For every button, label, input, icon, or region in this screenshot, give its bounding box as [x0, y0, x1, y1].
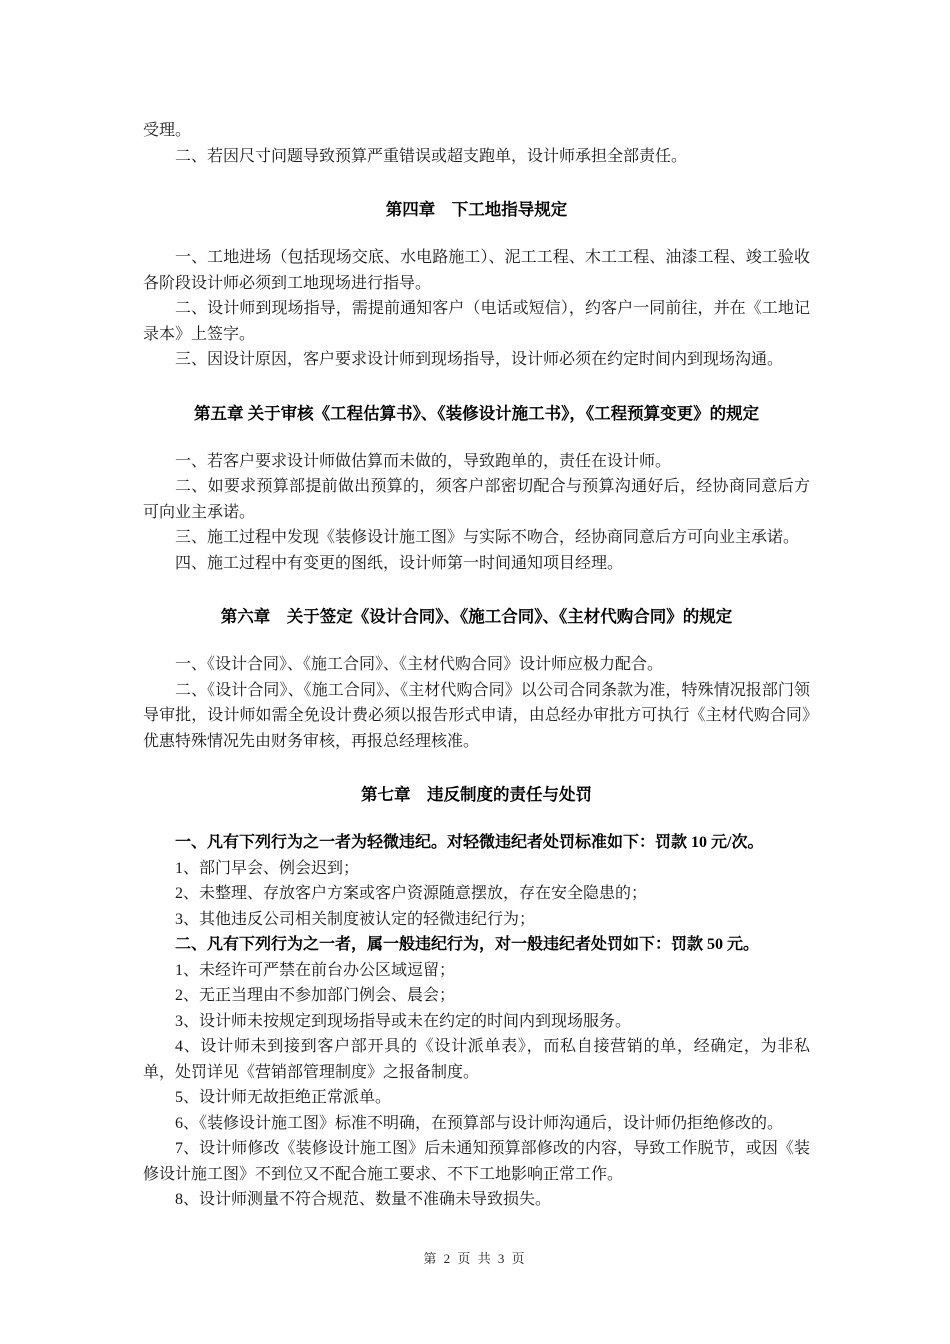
paragraph-continuation: 受理。	[143, 122, 192, 139]
rule-item: 3、其他违反公司相关制度被认定的轻微违纪行为；	[175, 910, 536, 928]
rule-item: 7、设计师修改《装修设计施工图》后未通知预算部修改的内容，导致工作脱节，或因《装修设计施工图》不到位又不配合施工要求、不下工地影响正常工作。	[143, 1140, 810, 1183]
rule-item: 1、部门早会、例会迟到；	[175, 859, 360, 877]
paragraph: 一、《设计合同》、《施工合同》、《主材代购合同》设计师应极力配合。	[175, 656, 664, 673]
rule-item: 6、《装修设计施工图》标准不明确，在预算部与设计师沟通后，设计师仍拒绝修改的。	[175, 1114, 784, 1132]
paragraph: 二、如要求预算部提前做出预算的，须客户部密切配合与预算沟通好后，经协商同意后方可向业主承诺。	[143, 478, 810, 521]
paragraph: 二、《设计合同》、《施工合同》、《主材代购合同》以公司合同条款为准，特殊情况报部门领导审批，设计师如需全免设计费必须以报告形式申请，由总经办审批方可执行《主材代购合同》优惠特殊情况先由财务审核，再报总经理核准。	[143, 681, 810, 750]
rule-level-2-header: 二、凡有下列行为之一者，属一般违纪行为，对一般违纪者处罚如下：罚款 50 元。	[175, 936, 760, 953]
rule-item: 1、未经许可严禁在前台办公区域逗留；	[175, 961, 456, 979]
paragraph: 一、工地进场（包括现场交底、水电路施工）、泥工工程、木工工程、油漆工程、竣工验收各阶段设计师必须到工地现场进行指导。	[143, 249, 810, 292]
paragraph: 二、若因尺寸问题导致预算严重错误或超支跑单，设计师承担全部责任。	[175, 147, 688, 165]
rule-item: 5、设计师无故拒绝正常派单。	[175, 1089, 392, 1106]
paragraph: 二、设计师到现场指导，需提前通知客户（电话或短信），约客户一同前往，并在《工地记录本》上签字。	[143, 300, 810, 343]
paragraph: 四、施工过程中有变更的图纸，设计师第一时间通知项目经理。	[175, 554, 624, 572]
paragraph: 三、施工过程中发现《装修设计施工图》与实际不吻合，经协商同意后方可向业主承诺。	[175, 529, 800, 546]
page-number-footer: 第 2 页 共 3 页	[423, 1251, 527, 1266]
chapter-7-title: 第七章 违反制度的责任与处罚	[361, 785, 592, 804]
rule-level-1-header: 一、凡有下列行为之一者为轻微违纪。对轻微违纪者处罚标准如下：罚款 10 元/次。	[175, 834, 764, 851]
chapter-4-title: 第四章 下工地指导规定	[385, 200, 568, 219]
chapter-6-title: 第六章 关于签定《设计合同》、《施工合同》、《主材代购合同》的规定	[220, 607, 733, 626]
paragraph: 一、若客户要求设计师做估算而未做的，导致跑单的，责任在设计师。	[175, 452, 672, 470]
rule-item: 3、设计师未按规定到现场指导或未在约定的时间内到现场服务。	[175, 1012, 632, 1030]
rule-item: 2、无正当理由不参加部门例会、晨会；	[175, 987, 456, 1004]
paragraph: 三、因设计原因，客户要求设计师到现场指导，设计师必须在约定时间内到现场沟通。	[175, 351, 784, 368]
rule-item: 8、设计师测量不符合规范、数量不准确未导致损失。	[175, 1191, 552, 1208]
chapter-5-title: 第五章 关于审核《工程估算书》、《装修设计施工书》，《工程预算变更》的规定	[193, 403, 760, 423]
rule-item: 4、设计师未到接到客户部开具的《设计派单表》，而私自接营销的单，经确定，为非私单，处罚详见《营销部管理制度》之报备制度。	[143, 1038, 810, 1081]
rule-item: 2、未整理、存放客户方案或客户资源随意摆放，存在安全隐患的；	[175, 885, 648, 902]
